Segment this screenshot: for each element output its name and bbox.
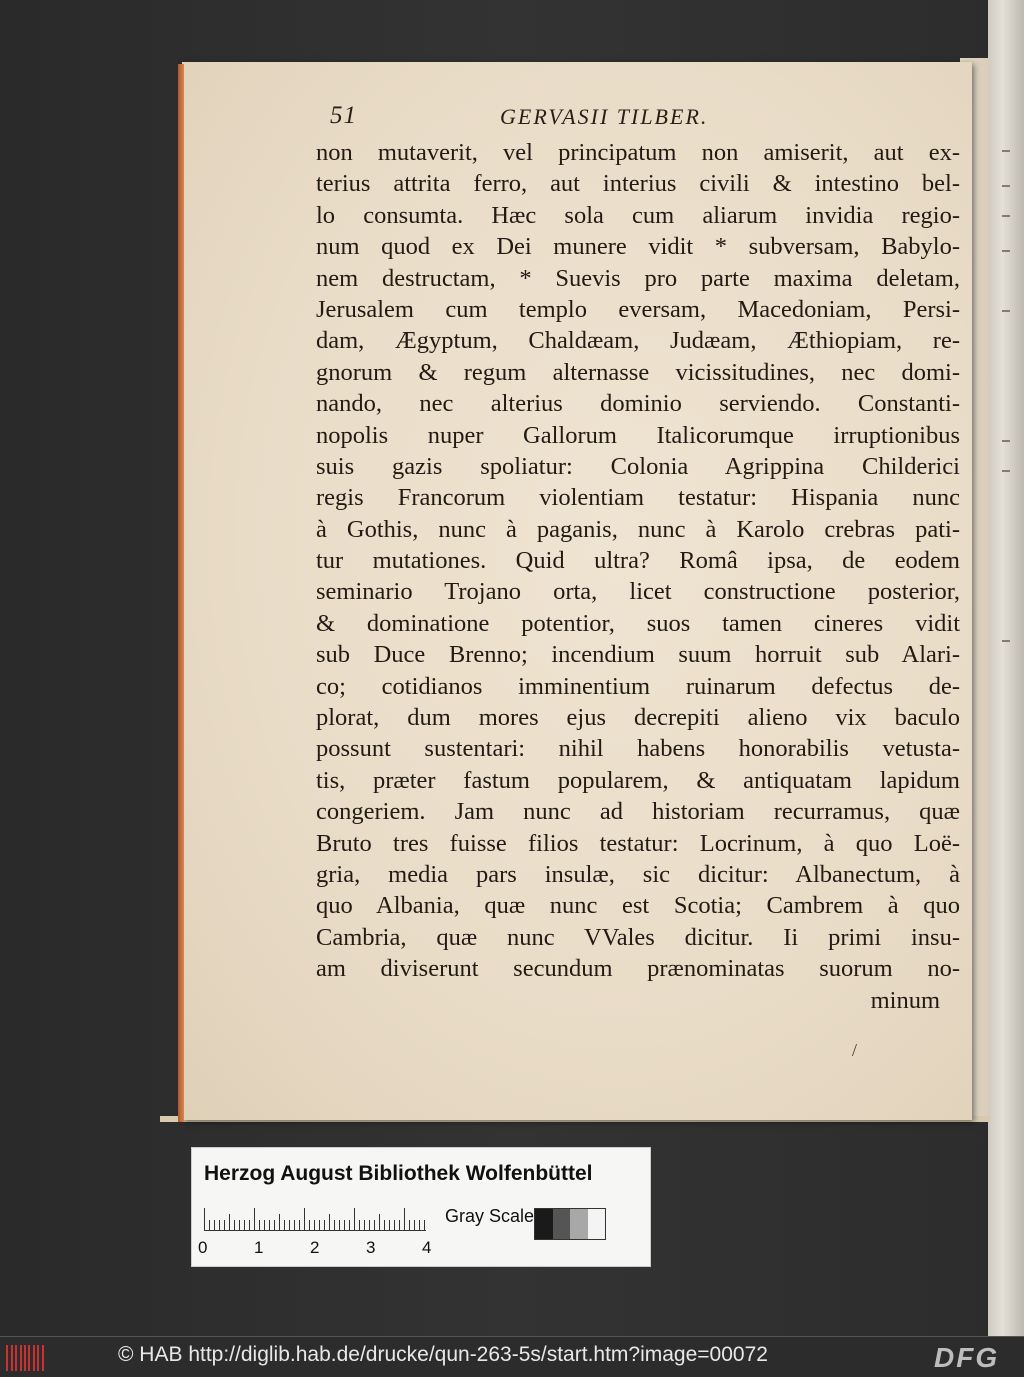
footer-bar [0,1336,1024,1377]
barcode-bar [15,1345,17,1371]
scale-number: 3 [366,1238,376,1257]
ruler-tick [394,1220,395,1230]
text-line: terius attrita ferro, aut interius civili & intestino bel- [316,170,960,198]
ruler-tick [399,1220,400,1230]
text-line: Bruto tres fuisse filios testatur: Locrinum, à quo Loë- [316,829,960,857]
ruler-tick [384,1220,385,1230]
hab-barcode-icon [6,1345,46,1371]
ruler-tick [249,1220,250,1230]
ruler-tick [274,1220,275,1230]
gray-patch [553,1209,571,1239]
text-line: à Gothis, nunc à paganis, nunc à Karolo crebras pati- [316,515,960,543]
ruler-tick [219,1220,220,1230]
ruler-tick [299,1220,300,1230]
text-line: tis, præter fastum popularem, & antiquatam lapidum [316,766,960,794]
text-line: nopolis nuper Gallorum Italicorumque irruptionibus [316,421,960,449]
ruler-tick [204,1208,205,1230]
text-line: sub Duce Brenno; incendium suum horruit sub Alari- [316,641,960,669]
ruler-tick [414,1220,415,1230]
scale-ruler [204,1206,426,1231]
text-line: gnorum & regum alternasse vicissitudines, nec domi- [316,358,960,386]
ruler-tick [279,1214,280,1230]
text-line: dam, Ægyptum, Chaldæam, Judæam, Æthiopiam, re- [316,327,960,355]
ruler-tick [269,1220,270,1230]
text-line: num quod ex Dei munere vidit * subversam, Babylo- [316,233,960,261]
ruler-tick [309,1220,310,1230]
dfg-logo: DFG [934,1342,1000,1373]
text-line: non mutaverit, vel principatum non amiserit, aut ex- [316,139,960,166]
ruler-tick [339,1220,340,1230]
ruler-tick [369,1220,370,1230]
institution-name: Herzog August Bibliothek Wolfenbüttel [204,1162,593,1185]
ruler-tick [244,1220,245,1230]
gray-patch [535,1209,553,1239]
text-line: quo Albania, quæ nunc est Scotia; Cambrem à quo [316,892,960,920]
barcode-bar [6,1345,8,1371]
barcode-bar [42,1345,44,1371]
ruler-tick [419,1220,420,1230]
ruler-tick [354,1208,355,1230]
ruler-tick [359,1220,360,1230]
ruler-tick [304,1208,305,1230]
ruler-tick [254,1208,255,1230]
barcode-bar [24,1345,26,1371]
barcode-bar [33,1345,35,1371]
text-line: am diviserunt secundum prænominatas suorum no- [316,955,960,983]
text-line: nem destructam, * Suevis pro parte maxima deletam, [316,264,960,292]
ruler-tick [344,1220,345,1230]
gray-scale-bar [534,1208,606,1240]
ruler-tick [424,1220,425,1230]
barcode-bar [20,1345,22,1371]
ruler-tick [229,1214,230,1230]
body-text [316,137,960,1016]
copyright-link[interactable]: © HAB http://diglib.hab.de/drucke/qun-263-5s/start.htm?image=00072 [118,1343,768,1366]
color-card [191,1147,651,1267]
ruler-tick [364,1220,365,1230]
text-line: plorat, dum mores ejus decrepiti alieno vix baculo [316,704,960,732]
ruler-tick [334,1220,335,1230]
ruler-tick [264,1220,265,1230]
catchword: minum [870,986,940,1014]
scale-numbers [198,1238,438,1258]
text-line: & dominatione potentior, suos tamen cineres vidit [316,609,960,637]
text-line: nando, nec alterius dominio serviendo. Constanti- [316,390,960,418]
page-red-edge [178,64,184,1122]
scale-number: 0 [198,1238,208,1257]
page-header [330,102,750,136]
ruler-tick [224,1220,225,1230]
ruler-tick [234,1220,235,1230]
text-line: regis Francorum violentiam testatur: Hispania nunc [316,484,960,512]
text-line: suis gazis spoliatur: Colonia Agrippina Childerici [316,452,960,480]
barcode-bar [37,1345,39,1371]
ruler-tick [324,1220,325,1230]
scale-number: 1 [254,1238,264,1257]
ruler-tick [214,1220,215,1230]
ruler-tick [389,1220,390,1230]
text-line: possunt sustentari: nihil habens honorabilis vetusta- [316,735,960,763]
text-line: lo consumta. Hæc sola cum aliarum invidia regio- [316,201,960,229]
running-head: GERVASII TILBER. [500,104,709,129]
text-line: Cambria, quæ nunc VVales dicitur. Ii primi insu- [316,923,960,951]
ruler-tick [239,1220,240,1230]
text-line: co; cotidianos imminentium ruinarum defectus de- [316,672,960,700]
barcode-bar [28,1345,30,1371]
ruler-tick [409,1220,410,1230]
text-line: congeriem. Jam nunc ad historiam recurramus, quæ [316,798,960,826]
text-line: tur mutationes. Quid ultra? Româ ipsa, de eodem [316,547,960,575]
gray-scale-label: Gray Scale [445,1206,535,1226]
gray-patch [570,1209,588,1239]
ruler-tick [379,1214,380,1230]
next-page-strip [988,0,1024,1336]
scale-number: 2 [310,1238,320,1257]
ruler-tick [329,1214,330,1230]
ruler-tick [289,1220,290,1230]
ruler-tick [374,1220,375,1230]
gray-patch [588,1209,606,1239]
ruler-tick [294,1220,295,1230]
ruler-tick [319,1220,320,1230]
stray-mark: / [852,1040,858,1060]
ruler-tick [349,1220,350,1230]
page-number: 51 [330,102,357,129]
text-line: gria, media pars insulæ, sic dicitur: Albanectum, à [316,860,960,888]
text-line: seminario Trojano orta, licet constructione posterior, [316,578,960,606]
ruler-tick [209,1220,210,1230]
barcode-bar [11,1345,13,1371]
ruler-tick [404,1208,405,1230]
scale-number: 4 [422,1238,432,1257]
ruler-tick [259,1220,260,1230]
ruler-tick [284,1220,285,1230]
text-line: Jerusalem cum templo eversam, Macedoniam, Persi- [316,295,960,323]
ruler-tick [314,1220,315,1230]
